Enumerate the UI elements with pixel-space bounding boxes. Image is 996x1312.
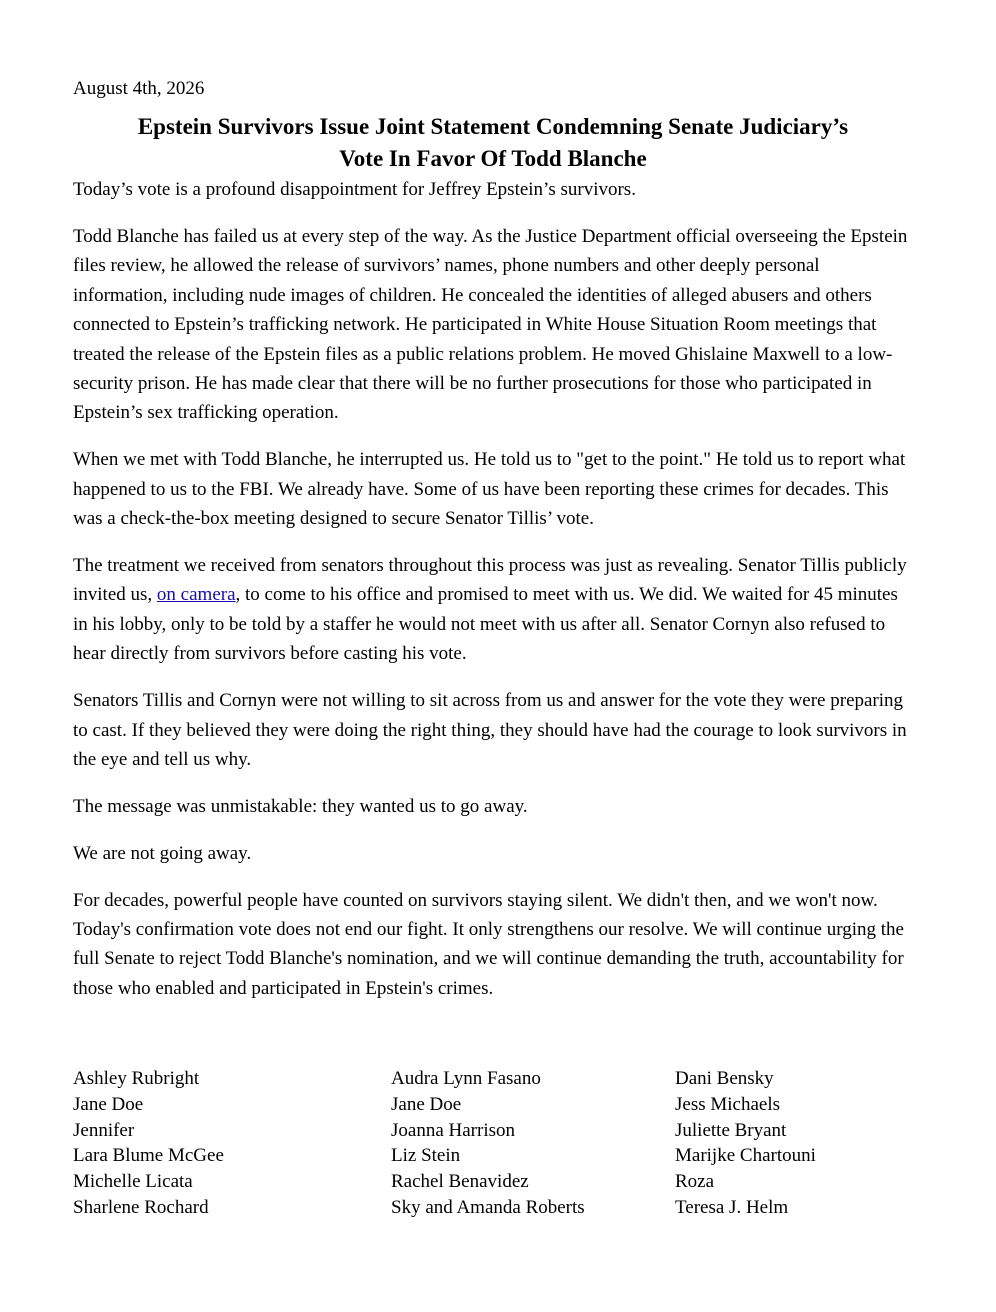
on-camera-link[interactable]: on camera xyxy=(156,584,236,606)
statement-body xyxy=(73,175,913,1003)
statement-date: August 4th, 2026 xyxy=(73,78,205,99)
signatory-name: Jane Doe xyxy=(73,1093,144,1115)
signatory-name: Roza xyxy=(675,1171,715,1193)
signature-column-1 xyxy=(73,1066,224,1221)
paragraph-2: Todd Blanche has failed us at every step of the way. As the Justice Department official overseeing the Epstein files review, he allowed the release of survivors’ names, phone numbers and other deeply personal information, including nude images of children. He concealed the identities of alleged abusers and others connected to Epstein’s trafficking network. He participated in White House Situation Room meetings that treated the release of the Epstein files as a public relations problem. He moved Ghislaine Maxwell to a low-security prison. He has made clear that there will be no further prosecutions for those who participated in Epstein’s sex trafficking operation. xyxy=(73,225,908,424)
paragraph-3: When we met with Todd Blanche, he interrupted us. He told us to "get to the point." He told us to report what happened to us to the FBI. We already have. Some of us have been reporting these crimes for decades. This was a check-the-box meeting designed to secure Senator Tillis’ vote. xyxy=(73,449,906,530)
signatory-name: Teresa J. Helm xyxy=(675,1196,789,1218)
paragraph-1: Today’s vote is a profound disappointment for Jeffrey Epstein’s survivors. xyxy=(73,179,636,200)
signatory-name: Rachel Benavidez xyxy=(391,1171,529,1193)
signatory-name: Michelle Licata xyxy=(73,1171,193,1193)
paragraph-6: The message was unmistakable: they wanted us to go away. xyxy=(73,795,528,817)
paragraph-4-before-link: The treatment we received from senators throughout this process was just as revealing. Senator Tillis publicly invited us, xyxy=(73,554,907,606)
signatory-name: Ashley Rubright xyxy=(73,1068,200,1089)
signatory-name: Jennifer xyxy=(73,1119,135,1141)
paragraph-7: We are not going away. xyxy=(73,842,252,864)
paragraph-8: For decades, powerful people have counted on survivors staying silent. We didn't then, and we won't now. Today's confirmation vote does not end our fight. It only strengthens our resolve. We will continue urging the full Senate to reject Todd Blanche's nomination, and we will continue demanding the truth, accountability for those who enabled and participated in Epstein's crimes. xyxy=(73,889,904,999)
signatories xyxy=(73,1066,913,1226)
signatory-name: Audra Lynn Fasano xyxy=(391,1068,541,1089)
paragraph-4 xyxy=(73,551,913,669)
signatory-name: Jane Doe xyxy=(391,1093,462,1115)
signatory-name: Sky and Amanda Roberts xyxy=(391,1196,585,1218)
signatory-name: Liz Stein xyxy=(391,1145,461,1167)
statement-title xyxy=(73,111,913,175)
statement-document xyxy=(73,76,913,1021)
signatory-name: Sharlene Rochard xyxy=(73,1196,209,1218)
title-line-1: Epstein Survivors Issue Joint Statement Condemning Senate Judiciary’s xyxy=(137,114,849,139)
signatory-name: Joanna Harrison xyxy=(391,1119,515,1141)
title-line-2: Vote In Favor Of Todd Blanche xyxy=(339,146,647,171)
paragraph-5: Senators Tillis and Cornyn were not willing to sit across from us and answer for the vote they were preparing to cast. If they believed they were doing the right thing, they should have had the courage to look survivors in the eye and tell us why. xyxy=(73,690,907,770)
signatory-name: Juliette Bryant xyxy=(675,1119,787,1141)
signatory-name: Jess Michaels xyxy=(675,1093,781,1115)
paragraph-4-after-link: , to come to his office and promised to meet with us. We did. We waited for 45 minutes in his lobby, only to be told by a staffer he would not meet with us after all. Senator Cornyn also refused to hear directly from survivors before casting his vote. xyxy=(73,584,898,665)
signatory-name: Marijke Chartouni xyxy=(675,1145,816,1167)
signature-column-2 xyxy=(391,1066,585,1221)
signature-column-3 xyxy=(675,1066,816,1221)
signatory-name: Lara Blume McGee xyxy=(73,1145,224,1167)
signatory-name: Dani Bensky xyxy=(675,1068,774,1089)
